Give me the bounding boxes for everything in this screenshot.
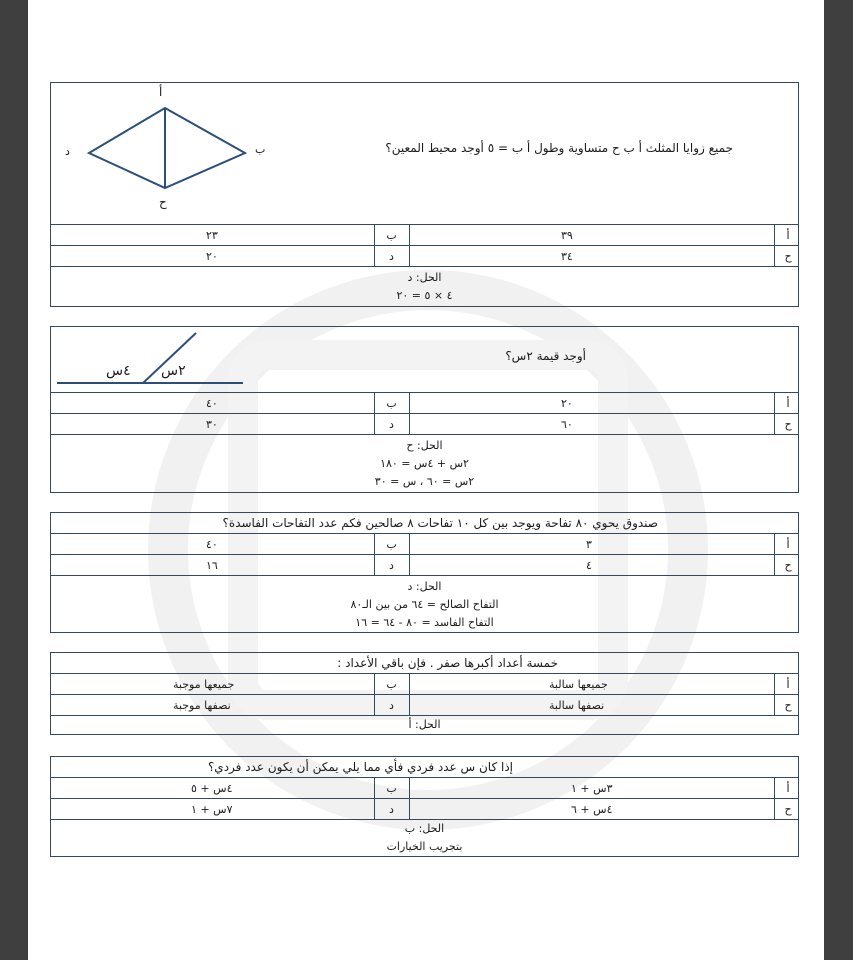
option-d[interactable]: نصفها موجبة xyxy=(173,698,231,712)
option-b[interactable]: ٤٠ xyxy=(206,396,218,410)
option-b[interactable]: ٢٣ xyxy=(206,228,218,242)
figure-label-left: د xyxy=(65,145,70,158)
option-d-label: د xyxy=(389,802,394,816)
option-a[interactable]: ٣س + ١ xyxy=(571,781,613,795)
solution-line-3: التفاح الفاسد = ٨٠ - ٦٤ = ١٦ xyxy=(355,616,494,629)
option-d[interactable]: ١٦ xyxy=(206,558,218,572)
solution-line-3: ٢س = ٦٠ ، س = ٣٠ xyxy=(374,475,475,488)
options-row-2 xyxy=(51,245,798,266)
solution-line-1: الحل: أ xyxy=(408,718,441,731)
figure-label-bottom: ح xyxy=(159,195,167,209)
option-b-label: ب xyxy=(386,228,397,242)
question-3 xyxy=(50,512,799,633)
angles-figure xyxy=(51,327,251,391)
option-c[interactable]: نصفها سالبة xyxy=(549,698,605,712)
option-a-label: أ xyxy=(786,781,790,795)
option-b-label: ب xyxy=(386,677,397,691)
question-5 xyxy=(50,756,799,857)
option-c-label: ح xyxy=(784,698,792,712)
solution-line-1: الحل: د xyxy=(407,271,442,284)
figure-label-right: ب xyxy=(255,143,266,156)
solution-block xyxy=(51,819,798,857)
options-row-1 xyxy=(51,673,798,694)
option-a[interactable]: ٣٩ xyxy=(561,228,573,242)
solution-block xyxy=(51,266,798,307)
option-d[interactable]: ٢٠ xyxy=(206,249,218,263)
option-d-label: د xyxy=(389,698,394,712)
solution xyxy=(51,269,798,305)
solution-line-2: التفاح الصالح = ٦٤ من بين الـ٨٠ xyxy=(350,598,499,611)
option-c[interactable]: ٣٤ xyxy=(561,249,573,263)
option-a[interactable]: جميعها سالبة xyxy=(549,677,608,691)
solution-block xyxy=(51,434,798,493)
options-row-2 xyxy=(51,413,798,434)
options-row-2 xyxy=(51,554,798,575)
option-c-label: ح xyxy=(784,249,792,263)
option-d[interactable]: ٧س + ١ xyxy=(191,802,233,816)
solution-block xyxy=(51,715,798,735)
option-b-label: ب xyxy=(386,537,397,551)
option-c-label: ح xyxy=(784,802,792,816)
solution-line-2: بتجريب الخيارات xyxy=(386,840,463,853)
question-text: جميع زوايا المثلث أ ب ح متساوية وطول أ ب = ٥ أوجد محيط المعين؟ xyxy=(385,141,733,155)
options-row-2 xyxy=(51,798,798,819)
options-row-1 xyxy=(51,392,798,413)
options-row-1 xyxy=(51,224,798,245)
options-row-2 xyxy=(51,694,798,715)
solution-line-2: ٢س + ٤س = ١٨٠ xyxy=(380,457,469,470)
solution-line-1: الحل: د xyxy=(407,580,442,593)
solution xyxy=(51,716,798,734)
option-a-label: أ xyxy=(786,228,790,242)
options-row-1 xyxy=(51,533,798,554)
option-a-label: أ xyxy=(786,537,790,551)
option-c[interactable]: ٤س + ٦ xyxy=(571,802,613,816)
question-text: صندوق يحوي ٨٠ تفاحة ويوجد بين كل ١٠ تفاحات ٨ صالحين فكم عدد التفاحات الفاسدة؟ xyxy=(222,516,658,530)
figure-angle-left: ٤س xyxy=(106,363,131,379)
question-2 xyxy=(50,326,799,493)
option-c-label: ح xyxy=(784,417,792,431)
option-b-label: ب xyxy=(386,781,397,795)
question-text: إذا كان س عدد فردي فأي مما يلي يمكن أن يكون عدد فردي؟ xyxy=(207,760,513,774)
option-a[interactable]: ٢٠ xyxy=(561,396,573,410)
options-row-1 xyxy=(51,777,798,798)
solution-block xyxy=(51,575,798,633)
solution-line-1: الحل: ب xyxy=(404,822,445,835)
option-d-label: د xyxy=(389,249,394,263)
solution xyxy=(51,578,798,632)
option-c-label: ح xyxy=(784,558,792,572)
option-b[interactable]: جميعها موجبة xyxy=(173,677,235,691)
question-text: خمسة أعداد أكبرها صفر . فإن باقي الأعداد : xyxy=(337,656,558,670)
option-c[interactable]: ٦٠ xyxy=(561,417,573,431)
option-c[interactable]: ٤ xyxy=(586,558,592,572)
option-a-label: أ xyxy=(786,677,790,691)
option-d-label: د xyxy=(389,558,394,572)
solution xyxy=(51,820,798,856)
solution-line-1: الحل: ح xyxy=(406,439,443,452)
option-a-label: أ xyxy=(786,396,790,410)
option-d[interactable]: ٣٠ xyxy=(206,417,218,431)
option-b-label: ب xyxy=(386,396,397,410)
option-d-label: د xyxy=(389,417,394,431)
figure-angle-right: ٢س xyxy=(161,363,186,379)
option-b[interactable]: ٤س + ٥ xyxy=(191,781,233,795)
question-4 xyxy=(50,652,799,735)
question-text: أوجد قيمة ٢س؟ xyxy=(505,349,586,363)
solution xyxy=(51,437,798,491)
solution-line-2: ٤ × ٥ = ٢٠ xyxy=(396,289,453,302)
option-b[interactable]: ٤٠ xyxy=(206,537,218,551)
question-1 xyxy=(50,82,799,307)
option-a[interactable]: ٣ xyxy=(586,537,592,551)
figure-label-top: أ xyxy=(159,85,163,99)
rhombus-figure xyxy=(81,88,281,218)
